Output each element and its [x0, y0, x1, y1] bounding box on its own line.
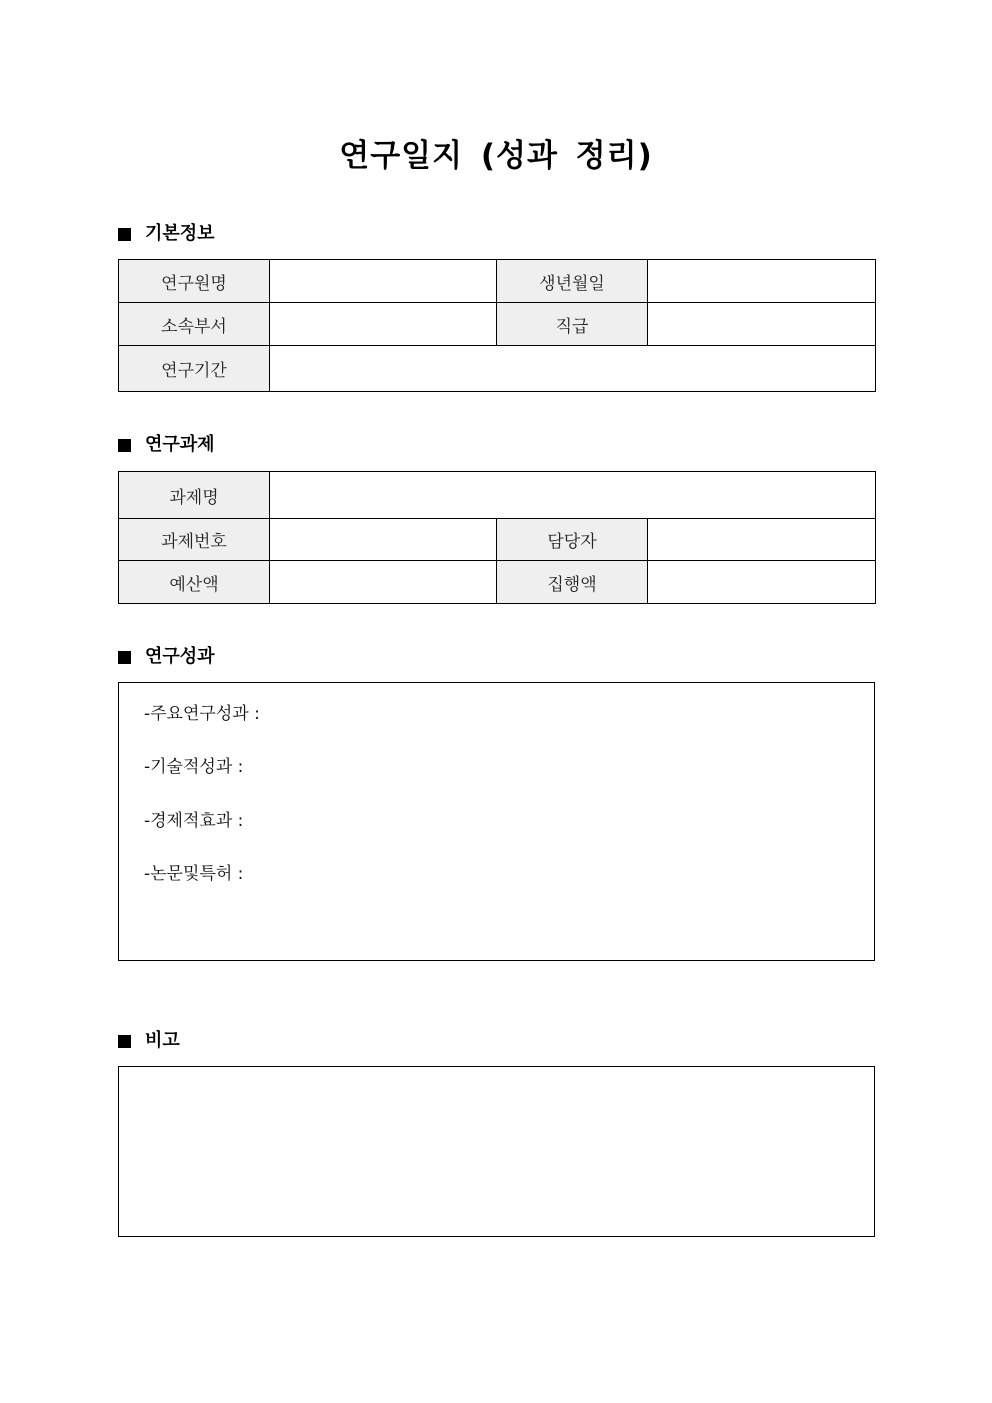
label-researcher: 연구원명: [119, 260, 270, 303]
label-manager: 담당자: [497, 519, 648, 561]
label-period: 연구기간: [119, 346, 270, 392]
square-bullet-icon: [118, 1035, 131, 1048]
section-heading-label: 연구과제: [145, 434, 215, 455]
field-project-number[interactable]: [270, 519, 497, 561]
field-birthdate[interactable]: [648, 260, 876, 303]
field-position[interactable]: [648, 303, 876, 346]
square-bullet-icon: [118, 651, 131, 664]
results-box[interactable]: [118, 682, 875, 961]
section-heading-label: 비고: [145, 1030, 180, 1051]
basic-info-table: [118, 259, 876, 392]
label-position: 직급: [497, 303, 648, 346]
label-budget: 예산액: [119, 561, 270, 604]
section-heading-label: 연구성과: [145, 646, 215, 667]
section-heading-label: 기본정보: [145, 223, 215, 244]
label-project-number: 과제번호: [119, 519, 270, 561]
result-item-papers-patents: -논문및특허 :: [144, 864, 244, 884]
page-title: 연구일지 (성과 정리): [339, 138, 653, 174]
square-bullet-icon: [118, 439, 131, 452]
result-item-economic: -경제적효과 :: [144, 811, 244, 831]
result-item-main: -주요연구성과 :: [144, 704, 260, 724]
field-project-name[interactable]: [270, 472, 876, 519]
section-heading-remarks: [118, 1029, 180, 1053]
label-project-name: 과제명: [119, 472, 270, 519]
section-heading-basic: [118, 222, 215, 246]
project-table: [118, 471, 876, 604]
field-department[interactable]: [270, 303, 497, 346]
field-budget[interactable]: [270, 561, 497, 604]
field-researcher[interactable]: [270, 260, 497, 303]
remarks-box[interactable]: [118, 1066, 875, 1237]
label-spent: 집행액: [497, 561, 648, 604]
field-period[interactable]: [270, 346, 876, 392]
result-item-technical: -기술적성과 :: [144, 757, 244, 777]
section-heading-project: [118, 433, 215, 457]
label-department: 소속부서: [119, 303, 270, 346]
label-birthdate: 생년월일: [497, 260, 648, 303]
square-bullet-icon: [118, 228, 131, 241]
field-manager[interactable]: [648, 519, 876, 561]
field-spent[interactable]: [648, 561, 876, 604]
section-heading-results: [118, 645, 215, 669]
